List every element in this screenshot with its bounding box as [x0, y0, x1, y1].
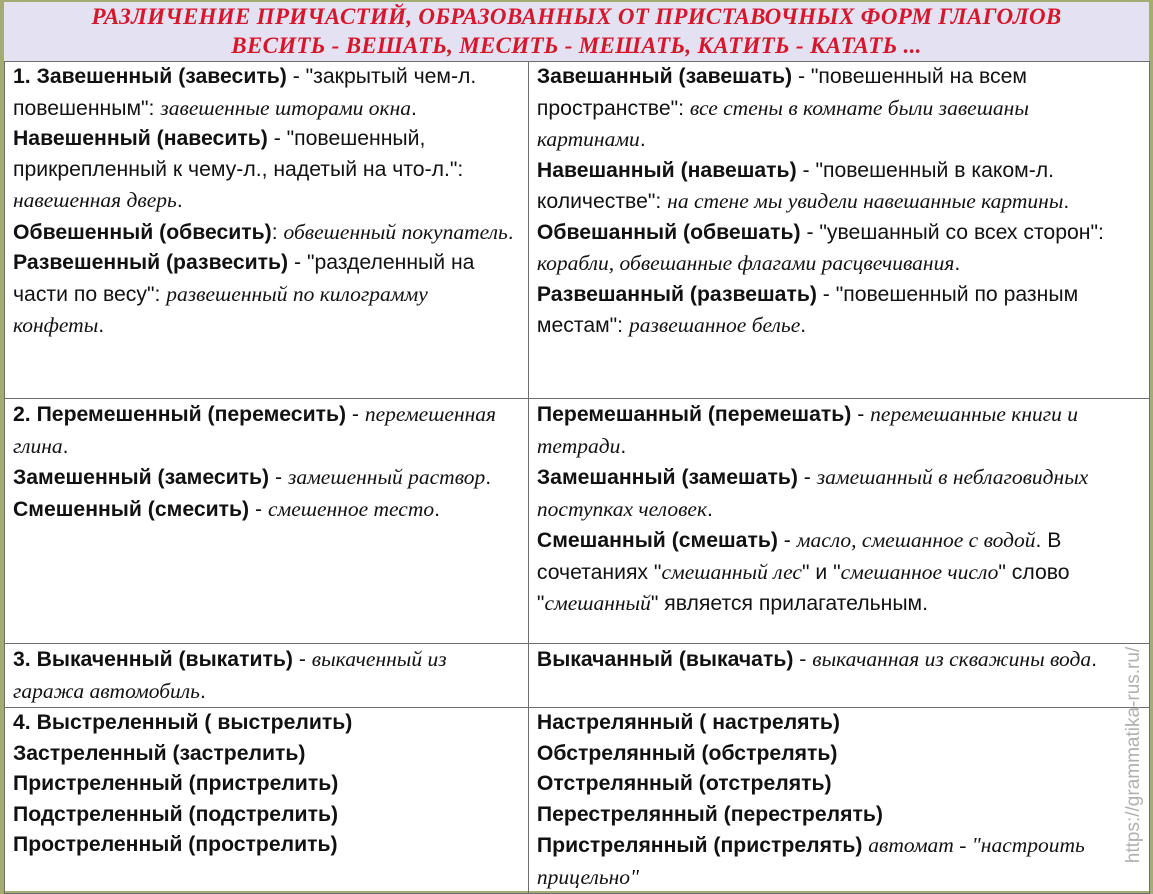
entry: [537, 156, 1143, 218]
entry: [537, 769, 1143, 800]
entry: [537, 800, 1143, 831]
entry: [537, 399, 1143, 462]
participle-term: Замешенный (замесить): [13, 466, 270, 489]
usage-example: смешанное число: [840, 559, 999, 584]
entry: [13, 830, 522, 861]
watermark: [1119, 620, 1149, 890]
definition-text: "повешенный, прикрепленный к чему-л., надетый на что-л.":: [13, 127, 464, 181]
table-row: [5, 644, 1150, 708]
participle-term: Пристреленный (пристрелить): [13, 772, 339, 795]
trailing-text: . В сочетаниях ": [536, 529, 1062, 584]
participle-term: Подстреленный (подстрелить): [13, 802, 339, 826]
usage-example: замешанный в неблаговидных поступках человек: [536, 465, 1089, 521]
participle-term: Развешенный (развесить): [13, 251, 289, 274]
trailing-text: .: [1091, 648, 1098, 671]
participle-term: Смешанный (смешать): [536, 529, 778, 552]
usage-example: смешанный лес: [661, 559, 802, 584]
participle-term: Развешанный (развешать): [536, 282, 817, 306]
participle-term: Навешенный (навесить): [13, 127, 268, 150]
usage-example: выкаченный из гаража автомобиль: [13, 647, 447, 703]
participle-term: Перемешанный (перемешать): [536, 403, 852, 426]
trailing-text: .: [1063, 190, 1070, 213]
entry: [537, 708, 1143, 739]
participle-term: Навешанный (навешать): [536, 158, 797, 182]
definition-text: "увешанный со всех сторон":: [819, 220, 1104, 244]
usage-example: замешенный раствор: [287, 465, 486, 489]
separator: -: [851, 403, 871, 426]
usage-example: на стене мы увидели навешанные картины: [667, 189, 1064, 213]
entry: [13, 739, 522, 770]
trailing-text: .: [800, 314, 807, 337]
usage-example: автомат - "настроить прицельно": [536, 833, 1085, 889]
definition-text: "разделенный на части по весу":: [13, 251, 475, 306]
entry: [537, 739, 1143, 770]
participle-term: Выкачанный (выкачать): [536, 648, 794, 671]
participle-term: Выкаченный (выкатить): [36, 648, 293, 671]
watermark-text: https://grammatika-rus.ru/: [1123, 646, 1144, 864]
title-line-2: ВЕСИТЬ - ВЕШАТЬ, МЕСИТЬ - МЕШАТЬ, КАТИТЬ - КАТАТЬ ...: [231, 33, 922, 58]
separator: -: [777, 529, 797, 552]
participle-table: [4, 61, 1150, 894]
participle-term: Обвешанный (обвешать): [536, 220, 801, 244]
entry: [13, 462, 522, 494]
separator: -: [796, 158, 816, 182]
usage-example: корабли, обвешанные флагами расцвечивания: [536, 251, 955, 275]
usage-example: навешенная дверь: [13, 188, 177, 212]
entry: [537, 62, 1143, 156]
participle-term: Перемешенный (перемесить): [36, 403, 347, 426]
participle-term: Замешанный (замешать): [536, 466, 798, 489]
trailing-text: .: [199, 679, 206, 703]
trailing-text: .: [507, 220, 514, 244]
trailing-text: .: [176, 189, 183, 212]
participle-term: Обстрелянный (обстрелять): [536, 741, 838, 765]
usage-example: масло, смешанное с водой: [796, 528, 1036, 552]
entry: [537, 525, 1143, 620]
trailing-text: .: [954, 252, 961, 275]
entry: [537, 218, 1143, 280]
participle-term: Обвешенный (обвесить): [13, 220, 272, 244]
entry: [13, 217, 522, 249]
separator: -: [816, 282, 836, 306]
entry: [13, 800, 522, 831]
separator: -: [292, 648, 312, 671]
entry-number: 2.: [13, 403, 37, 426]
table-row: [5, 708, 1150, 894]
entry: [13, 708, 522, 739]
participle-term: Выстреленный ( выстрелить): [36, 711, 353, 734]
entry: [13, 644, 522, 707]
trailing-text: " является прилагательным.: [650, 592, 929, 615]
definition-text: "повешенный в каком-л. количестве":: [536, 158, 1055, 213]
separator: -: [267, 127, 287, 150]
page-title: [4, 2, 1149, 62]
participle-term: Простреленный (прострелить): [13, 833, 338, 856]
participle-term: Перестрелянный (перестрелять): [536, 802, 883, 826]
entry-number: 1.: [13, 65, 37, 88]
separator: -: [800, 220, 820, 244]
table-row: [5, 399, 1150, 644]
trailing-text: .: [411, 96, 417, 120]
table-cell-right: [528, 644, 1149, 708]
separator: -: [286, 65, 306, 88]
entry: [537, 462, 1143, 525]
trailing-text: " слово ": [536, 560, 1070, 615]
table-cell-right: [528, 399, 1149, 644]
separator: -: [792, 65, 811, 88]
separator: :: [271, 220, 284, 244]
usage-example: обвешенный покупатель: [283, 219, 508, 244]
table-cell-left: [5, 62, 529, 399]
table-cell-right: [528, 708, 1149, 894]
title-line-1: РАЗЛИЧЕНИЕ ПРИЧАСТИЙ, ОБРАЗОВАННЫХ ОТ ПРИСТАВОЧНЫХ ФОРМ ГЛАГОЛОВ: [91, 4, 1062, 29]
trailing-text: .: [707, 497, 713, 521]
table-body: [5, 62, 1150, 894]
usage-example: перемешанные книги и тетради: [536, 402, 1078, 458]
entry: [13, 494, 522, 526]
participle-term: Завешенный (завесить): [36, 65, 287, 88]
entry: [13, 62, 522, 124]
trailing-text: .: [98, 314, 105, 337]
usage-example: выкачанная из скважины вода: [812, 647, 1092, 671]
definition-text: "повешенный на всем пространстве":: [536, 65, 1027, 120]
trailing-text: .: [639, 128, 646, 151]
usage-example: смешанный: [544, 591, 651, 615]
entry: [537, 280, 1143, 342]
entry: [537, 644, 1143, 676]
definition-text: "повешенный по разным местам":: [536, 282, 1079, 337]
definition-text: "закрытый чем-л. повешенным":: [13, 65, 477, 120]
trailing-text: .: [620, 434, 627, 458]
separator: -: [793, 648, 813, 671]
participle-term: Отстрелянный (отстрелять): [536, 772, 832, 795]
table-cell-left: [5, 399, 529, 644]
usage-example: завешенные шторами окна: [160, 95, 412, 120]
trailing-text: .: [434, 497, 441, 521]
participle-term: Застреленный (застрелить): [13, 741, 306, 765]
entry: [13, 769, 522, 800]
usage-example: все стены в комнате были завешаны картинами: [536, 95, 1029, 151]
entry: [13, 248, 522, 342]
participle-term: Настрелянный ( настрелять): [536, 711, 840, 734]
separator: -: [346, 403, 365, 426]
separator: -: [249, 497, 268, 521]
participle-term: Завешанный (завешать): [536, 65, 793, 88]
entry-number: 3.: [13, 648, 37, 671]
table-cell-left: [5, 708, 529, 894]
separator: -: [288, 251, 307, 274]
table-cell-left: [5, 644, 529, 708]
entry: [13, 399, 522, 462]
usage-example: развешенный по килограмму конфеты: [13, 281, 428, 337]
trailing-text: .: [485, 466, 492, 489]
table-row: [5, 62, 1150, 399]
participle-term: Смешенный (смесить): [13, 497, 250, 521]
participle-term: Пристрелянный (пристрелять): [536, 834, 863, 857]
separator: -: [269, 466, 288, 489]
usage-example: смешенное тесто: [267, 496, 435, 521]
trailing-text: .: [62, 434, 69, 458]
usage-example: перемешенная глина: [13, 402, 497, 458]
trailing-text: " и ": [801, 560, 841, 584]
table-cell-right: [528, 62, 1149, 399]
entry-number: 4.: [13, 711, 37, 734]
separator: -: [797, 466, 817, 489]
usage-example: развешанное белье: [628, 313, 801, 337]
entry: [13, 124, 522, 217]
entry: [537, 830, 1143, 893]
